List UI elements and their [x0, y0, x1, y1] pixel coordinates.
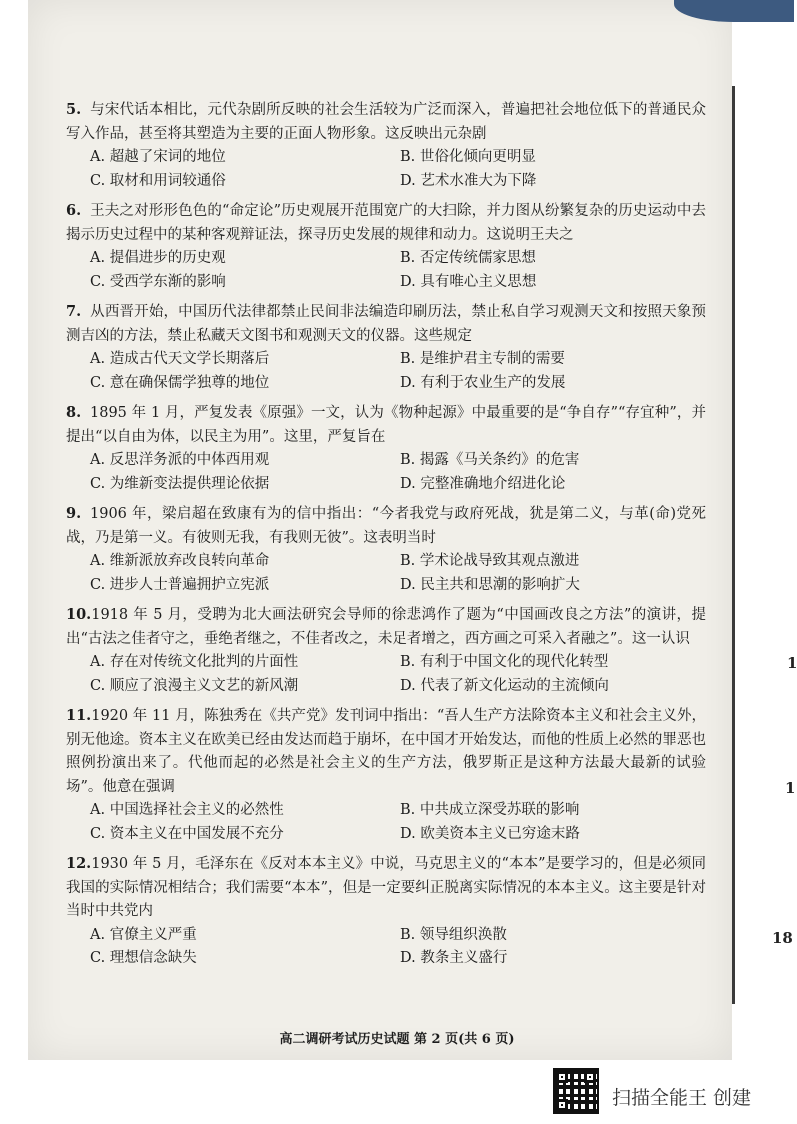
- question-stem: 与宋代话本相比，元代杂剧所反映的社会生活较为广泛而深入，普遍把社会地位低下的普通民众写入作品，甚至将其塑造为主要的正面人物形象。这反映出元杂剧: [66, 102, 706, 142]
- option-b: B. 世俗化倾向更明显: [400, 149, 536, 165]
- option-c: C. 取材和用词较通俗: [90, 172, 226, 189]
- option-b: B. 否定传统儒家思想: [400, 250, 536, 266]
- option-d: D. 具有唯心主义思想: [400, 273, 537, 290]
- question-number: 11.: [66, 707, 92, 724]
- question-stem: 1930 年 5 月，毛泽东在《反对本本主义》中说，马克思主义的“本本”是要学习的，但是必须同我国的实际情况相结合；我们需要“本本”，但是一定要纠正脱离实际情况的本本主义。这主要是针对当时中共党内: [66, 856, 706, 919]
- question-number: 12.: [66, 855, 92, 872]
- option-d: D. 完整准确地介绍进化论: [400, 475, 566, 492]
- question-number: 5.: [66, 101, 82, 118]
- option-c: C. 受西学东渐的影响: [90, 273, 226, 290]
- option-d: D. 艺术水准大为下降: [400, 172, 537, 189]
- option-d: D. 教条主义盛行: [400, 950, 508, 966]
- option-b: B. 领导组织涣散: [400, 926, 507, 943]
- margin-mark: 1: [785, 779, 796, 797]
- option-a: A. 造成古代天文学长期落后: [90, 351, 270, 367]
- question-number: 6.: [66, 202, 82, 219]
- question-number: 10.: [66, 606, 92, 623]
- question-11: [66, 704, 706, 846]
- option-d: D. 有利于农业生产的发展: [400, 374, 566, 391]
- margin-mark: 1: [787, 654, 797, 672]
- option-a: A. 反思洋务派的中体西用观: [90, 452, 270, 468]
- option-d: D. 代表了新文化运动的主流倾向: [400, 677, 609, 694]
- option-b: B. 揭露《马关条约》的危害: [400, 452, 580, 468]
- option-c: C. 为维新变法提供理论依据: [90, 475, 270, 492]
- option-a: A. 超越了宋词的地位: [90, 149, 226, 165]
- option-b: B. 有利于中国文化的现代化转型: [400, 654, 609, 670]
- option-a: A. 存在对传统文化批判的片面性: [90, 654, 299, 670]
- scanner-watermark: 扫描全能王 创建: [612, 1087, 752, 1109]
- question-8: [66, 401, 706, 496]
- question-5: [66, 98, 706, 193]
- question-number: 8.: [66, 404, 82, 421]
- question-stem: 王夫之对形形色色的“命定论”历史观展开范围宽广的大扫除，并力图从纷繁复杂的历史运动中去揭示历史过程中的某种客观辩证法，探寻历史发展的规律和动力。这说明王夫之: [66, 203, 706, 243]
- question-stem: 1895 年 1 月，严复发表《原强》一文，认为《物种起源》中最重要的是“争自存”“存宜种”，并提出“以自由为体，以民主为用”。这里，严复旨在: [66, 405, 706, 445]
- option-c: C. 进步人士普遍拥护立宪派: [90, 576, 270, 593]
- option-b: B. 中共成立深受苏联的影响: [400, 802, 580, 818]
- question-stem: 从西晋开始，中国历代法律都禁止民间非法编造印刷历法，禁止私自学习观测天文和按照天象预测吉凶的方法，禁止私藏天文图书和观测天文的仪器。这些规定: [66, 304, 706, 344]
- question-stem: 1918 年 5 月，受聘为北大画法研究会导师的徐悲鸿作了题为“中国画改良之方法”的演讲，提出“古法之佳者守之，垂绝者继之，不佳者改之，未足者增之，西方画之可采入者融之”。这一认识: [66, 607, 706, 647]
- question-7: [66, 300, 706, 395]
- option-a: A. 官僚主义严重: [90, 926, 197, 943]
- option-d: D. 民主共和思潮的影响扩大: [400, 576, 580, 593]
- option-a: A. 中国选择社会主义的必然性: [90, 802, 284, 818]
- question-stem: 1920 年 11 月，陈独秀在《共产党》发刊词中指出：“吾人生产方法除资本主义和社会主义外，别无他途。资本主义在欧美已经由发达而趋于崩坏，在中国才开始发达，而他的性质上必然的罪恶也照例扮演出来了。代他而起的必然是社会主义的生产方法，俄罗斯正是这种方法最大最新的试验场”。他意在强调: [66, 708, 706, 795]
- option-a: A. 提倡进步的历史观: [90, 250, 226, 266]
- option-c: C. 意在确保儒学独尊的地位: [90, 374, 270, 391]
- option-d: D. 欧美资本主义已穷途末路: [400, 825, 580, 842]
- option-c: C. 理想信念缺失: [90, 950, 197, 966]
- option-c: C. 顺应了浪漫主义文艺的新风潮: [90, 677, 299, 694]
- page-edge-line: [732, 86, 735, 1004]
- question-6: [66, 199, 706, 294]
- option-b: B. 是维护君主专制的需要: [400, 351, 565, 367]
- question-number: 9.: [66, 505, 82, 522]
- option-a: A. 维新派放弃改良转向革命: [90, 553, 270, 569]
- question-list: [66, 98, 706, 977]
- question-number: 7.: [66, 303, 82, 320]
- option-c: C. 资本主义在中国发展不充分: [90, 825, 284, 842]
- question-12: [66, 852, 706, 971]
- option-b: B. 学术论战导致其观点激进: [400, 553, 580, 569]
- question-9: [66, 502, 706, 597]
- question-10: [66, 603, 706, 698]
- margin-mark: 18: [772, 929, 793, 947]
- question-stem: 1906 年，梁启超在致康有为的信中指出：“今者我党与政府死战，犹是第二义，与革(命)党死战，乃是第一义。有彼则无我，有我则无彼”。这表明当时: [66, 506, 706, 546]
- qr-code-icon: [553, 1068, 599, 1114]
- page-footer: 高二调研考试历史试题 第 2 页(共 6 页): [279, 1032, 515, 1047]
